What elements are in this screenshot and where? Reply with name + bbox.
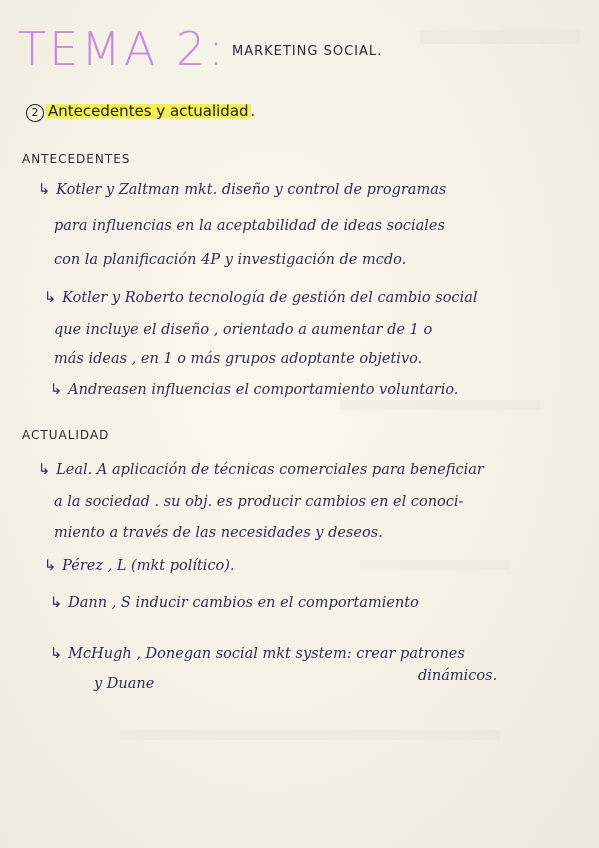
arrow-icon: ↳ <box>50 646 63 662</box>
antecedentes-entry-2-line-3: más ideas , en 1 o más grupos adoptante objetivo. <box>54 351 423 367</box>
bleed-through-mid-1 <box>340 400 540 410</box>
arrow-icon: ↳ <box>50 382 63 398</box>
actualidad-entry-4-continuation-left: y Duane <box>94 676 155 692</box>
bleed-through-mid-2 <box>360 560 510 570</box>
actualidad-entry-3-line-1: ↳ Dann , S inducir cambios en el comportamiento <box>50 595 419 611</box>
antecedentes-entry-3-line-1: ↳ Andreasen influencias el comportamiento voluntario. <box>50 382 459 398</box>
antecedentes-entry-2-line-1: ↳ Kotler y Roberto tecnología de gestión del cambio social <box>44 290 478 306</box>
antecedentes-entry-1-line-3: con la planificación 4P y investigación de mcdo. <box>54 252 407 268</box>
actualidad-entry-1-line-2: a la sociedad . su obj. es producir cambios en el conoci- <box>54 494 464 510</box>
actualidad-entry-1-line-1: ↳ Leal. A aplicación de técnicas comerciales para beneficiar <box>38 462 484 478</box>
arrow-icon: ↳ <box>44 290 57 306</box>
actualidad-entry-4-line-1: ↳ McHugh , Donegan social mkt system: crear patrones <box>50 646 465 662</box>
antecedentes-entry-1-line-1: ↳ Kotler y Zaltman mkt. diseño y control de programas <box>38 182 447 198</box>
arrow-icon: ↳ <box>38 182 51 198</box>
arrow-icon: ↳ <box>44 558 57 574</box>
antecedentes-heading: ANTECEDENTES <box>22 152 131 166</box>
section-title <box>46 102 255 120</box>
actualidad-entry-4-continuation-right: dinámicos. <box>418 668 498 684</box>
section-number-circle: 2 <box>26 104 44 122</box>
bleed-through-bottom <box>120 730 500 740</box>
antecedentes-entry-1-line-2: para influencias en la aceptabilidad de ideas sociales <box>54 218 445 234</box>
page-subtitle: MARKETING SOCIAL. <box>232 44 383 59</box>
page-title: TEMA 2: <box>18 22 227 76</box>
arrow-icon: ↳ <box>38 462 51 478</box>
actualidad-entry-2-line-1: ↳ Pérez , L (mkt político). <box>44 558 235 574</box>
actualidad-entry-1-line-3: miento a través de las necesidades y deseos. <box>54 525 383 541</box>
section-title-period: . <box>250 102 256 120</box>
section-title-highlight: Antecedentes y actualidad <box>48 102 249 120</box>
bleed-through-top <box>420 30 580 44</box>
antecedentes-entry-2-line-2: que incluye el diseño , orientado a aumentar de 1 o <box>54 322 433 338</box>
arrow-icon: ↳ <box>50 595 63 611</box>
actualidad-heading: ACTUALIDAD <box>22 428 110 442</box>
